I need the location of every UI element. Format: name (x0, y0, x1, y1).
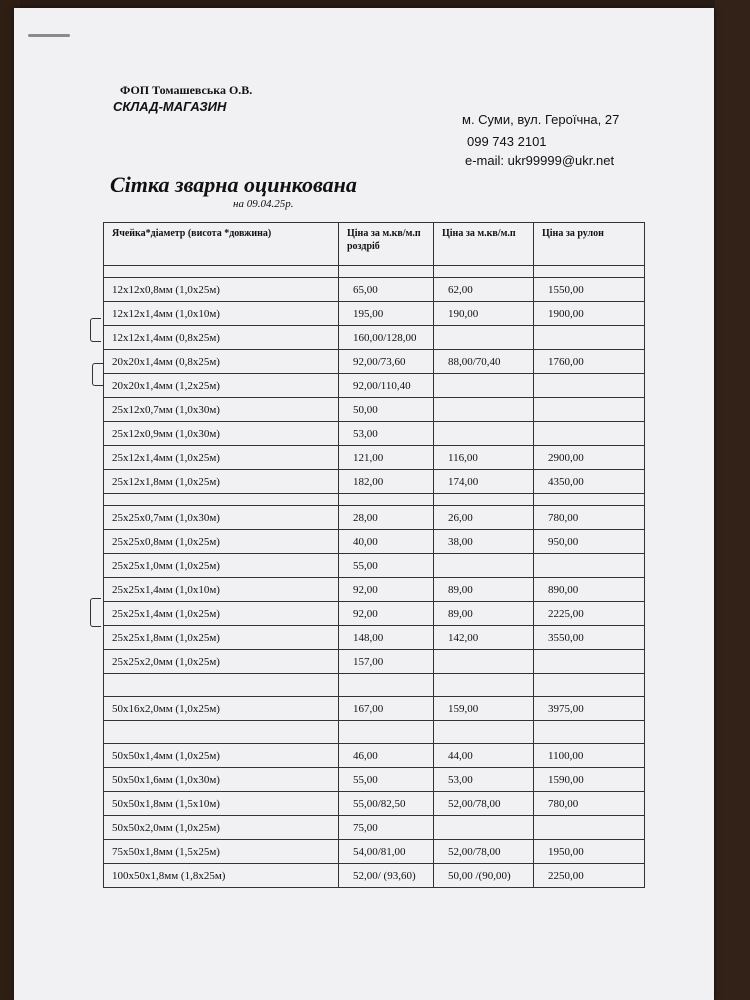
cell-size: 50x16x2,0мм (1,0x25м) (104, 697, 339, 721)
store-type: СКЛАД-МАГАЗИН (113, 99, 227, 114)
cell-size: 25x25x0,7мм (1,0x30м) (104, 506, 339, 530)
spacer-cell (534, 266, 645, 278)
cell-retail-price: 28,00 (339, 506, 434, 530)
header-cell-size: Ячейка*діаметр (висота *довжина) (104, 223, 339, 266)
document-date: на 09.04.25р. (233, 198, 294, 210)
table-row (104, 374, 645, 398)
email: e-mail: ukr99999@ukr.net (465, 153, 615, 168)
cell-retail-price: 167,00 (339, 697, 434, 721)
table-spacer-row (104, 721, 645, 744)
cell-retail-price: 195,00 (339, 302, 434, 326)
staple-mark (28, 34, 70, 37)
cell-retail-price: 160,00/128,00 (339, 326, 434, 350)
table-row (104, 506, 645, 530)
cell-roll-price: 1550,00 (534, 278, 645, 302)
spacer-cell (434, 266, 534, 278)
cell-price (434, 816, 534, 840)
spacer-cell (434, 721, 534, 744)
cell-price (434, 398, 534, 422)
cell-roll-price: 1100,00 (534, 744, 645, 768)
cell-roll-price: 2225,00 (534, 602, 645, 626)
cell-retail-price: 75,00 (339, 816, 434, 840)
wood-background-right (715, 0, 750, 1000)
cell-price (434, 374, 534, 398)
cell-retail-price: 54,00/81,00 (339, 840, 434, 864)
table-row (104, 626, 645, 650)
table-spacer-row (104, 494, 645, 506)
cell-price: 116,00 (434, 446, 534, 470)
company-name: ФОП Томашевська О.В. (120, 83, 253, 97)
cell-roll-price (534, 554, 645, 578)
table-row (104, 278, 645, 302)
cell-retail-price: 52,00/ (93,60) (339, 864, 434, 888)
cell-roll-price (534, 374, 645, 398)
spacer-cell (104, 266, 339, 278)
cell-size: 25x25x1,0мм (1,0x25м) (104, 554, 339, 578)
cell-price (434, 650, 534, 674)
cell-price: 174,00 (434, 470, 534, 494)
cell-retail-price: 50,00 (339, 398, 434, 422)
cell-size: 12x12x1,4мм (1,0x10м) (104, 302, 339, 326)
cell-price: 159,00 (434, 697, 534, 721)
cell-size: 25x12x0,9мм (1,0x30м) (104, 422, 339, 446)
cell-price: 38,00 (434, 530, 534, 554)
price-table (103, 222, 645, 888)
table-body (104, 266, 645, 888)
cell-size: 12x12x1,4мм (0,8x25м) (104, 326, 339, 350)
bracket-mark (92, 363, 103, 386)
header-cell-retail-price: Ціна за м.кв/м.п роздріб (339, 223, 434, 266)
cell-size: 12x12x0,8мм (1,0x25м) (104, 278, 339, 302)
table-row (104, 602, 645, 626)
cell-retail-price: 157,00 (339, 650, 434, 674)
cell-retail-price: 182,00 (339, 470, 434, 494)
header-cell-roll-price: Ціна за рулон (534, 223, 645, 266)
cell-retail-price: 40,00 (339, 530, 434, 554)
bracket-mark (90, 598, 101, 627)
cell-price (434, 554, 534, 578)
cell-roll-price: 890,00 (534, 578, 645, 602)
cell-roll-price: 2900,00 (534, 446, 645, 470)
cell-price: 89,00 (434, 602, 534, 626)
cell-roll-price: 3975,00 (534, 697, 645, 721)
cell-size: 25x12x1,4мм (1,0x25м) (104, 446, 339, 470)
phone-number: 099 743 2101 (467, 134, 547, 149)
cell-roll-price: 780,00 (534, 792, 645, 816)
table-row (104, 816, 645, 840)
table-row (104, 326, 645, 350)
cell-price: 53,00 (434, 768, 534, 792)
table-row (104, 422, 645, 446)
spacer-cell (339, 266, 434, 278)
table-row (104, 840, 645, 864)
cell-price (434, 326, 534, 350)
cell-roll-price: 1760,00 (534, 350, 645, 374)
cell-size: 25x12x1,8мм (1,0x25м) (104, 470, 339, 494)
cell-roll-price (534, 816, 645, 840)
cell-retail-price: 92,00/73,60 (339, 350, 434, 374)
cell-price: 52,00/78,00 (434, 840, 534, 864)
table-row (104, 578, 645, 602)
spacer-cell (534, 494, 645, 506)
cell-size: 75x50x1,8мм (1,5x25м) (104, 840, 339, 864)
cell-size: 25x25x2,0мм (1,0x25м) (104, 650, 339, 674)
spacer-cell (434, 494, 534, 506)
spacer-cell (104, 494, 339, 506)
cell-retail-price: 92,00 (339, 602, 434, 626)
cell-size: 50x50x1,6мм (1,0x30м) (104, 768, 339, 792)
cell-size: 25x25x1,4мм (1,0x10м) (104, 578, 339, 602)
spacer-cell (104, 721, 339, 744)
cell-price: 44,00 (434, 744, 534, 768)
cell-retail-price: 148,00 (339, 626, 434, 650)
table-spacer-row (104, 266, 645, 278)
cell-price: 62,00 (434, 278, 534, 302)
table-row (104, 554, 645, 578)
table-row (104, 650, 645, 674)
table-row (104, 446, 645, 470)
cell-price: 50,00 /(90,00) (434, 864, 534, 888)
cell-roll-price: 1590,00 (534, 768, 645, 792)
cell-retail-price: 92,00 (339, 578, 434, 602)
cell-price: 190,00 (434, 302, 534, 326)
table-header-row (104, 223, 645, 266)
spacer-cell (339, 721, 434, 744)
cell-size: 50x50x1,8мм (1,5x10м) (104, 792, 339, 816)
table-row (104, 768, 645, 792)
cell-price (434, 422, 534, 446)
cell-roll-price: 3550,00 (534, 626, 645, 650)
cell-roll-price (534, 422, 645, 446)
table-row (104, 697, 645, 721)
cell-price: 142,00 (434, 626, 534, 650)
cell-retail-price: 55,00 (339, 554, 434, 578)
spacer-cell (434, 674, 534, 697)
spacer-cell (534, 674, 645, 697)
cell-roll-price: 4350,00 (534, 470, 645, 494)
cell-retail-price: 46,00 (339, 744, 434, 768)
table-row (104, 302, 645, 326)
cell-roll-price: 950,00 (534, 530, 645, 554)
cell-roll-price (534, 326, 645, 350)
table-row (104, 350, 645, 374)
table-row (104, 792, 645, 816)
cell-roll-price (534, 398, 645, 422)
cell-size: 25x25x1,8мм (1,0x25м) (104, 626, 339, 650)
cell-size: 100x50x1,8мм (1,8x25м) (104, 864, 339, 888)
cell-price: 52,00/78,00 (434, 792, 534, 816)
cell-price: 89,00 (434, 578, 534, 602)
address: м. Суми, вул. Героїчна, 27 (462, 112, 620, 127)
table-row (104, 398, 645, 422)
cell-roll-price (534, 650, 645, 674)
cell-roll-price: 1900,00 (534, 302, 645, 326)
spacer-cell (339, 674, 434, 697)
cell-size: 50x50x2,0мм (1,0x25м) (104, 816, 339, 840)
cell-retail-price: 53,00 (339, 422, 434, 446)
cell-retail-price: 55,00 (339, 768, 434, 792)
cell-retail-price: 92,00/110,40 (339, 374, 434, 398)
cell-roll-price: 1950,00 (534, 840, 645, 864)
bracket-mark (90, 318, 101, 342)
cell-retail-price: 121,00 (339, 446, 434, 470)
cell-size: 25x25x1,4мм (1,0x25м) (104, 602, 339, 626)
cell-size: 25x12x0,7мм (1,0x30м) (104, 398, 339, 422)
table-row (104, 864, 645, 888)
table-row (104, 530, 645, 554)
header-cell-price: Ціна за м.кв/м.п (434, 223, 534, 266)
cell-price: 88,00/70,40 (434, 350, 534, 374)
cell-size: 50x50x1,4мм (1,0x25м) (104, 744, 339, 768)
cell-size: 20x20x1,4мм (0,8x25м) (104, 350, 339, 374)
spacer-cell (534, 721, 645, 744)
cell-price: 26,00 (434, 506, 534, 530)
cell-size: 20x20x1,4мм (1,2x25м) (104, 374, 339, 398)
cell-roll-price: 780,00 (534, 506, 645, 530)
table-row (104, 470, 645, 494)
cell-retail-price: 65,00 (339, 278, 434, 302)
cell-size: 25x25x0,8мм (1,0x25м) (104, 530, 339, 554)
cell-roll-price: 2250,00 (534, 864, 645, 888)
spacer-cell (339, 494, 434, 506)
table-row (104, 744, 645, 768)
cell-retail-price: 55,00/82,50 (339, 792, 434, 816)
spacer-cell (104, 674, 339, 697)
table-spacer-row (104, 674, 645, 697)
document-title: Сітка зварна оцинкована (110, 172, 357, 197)
